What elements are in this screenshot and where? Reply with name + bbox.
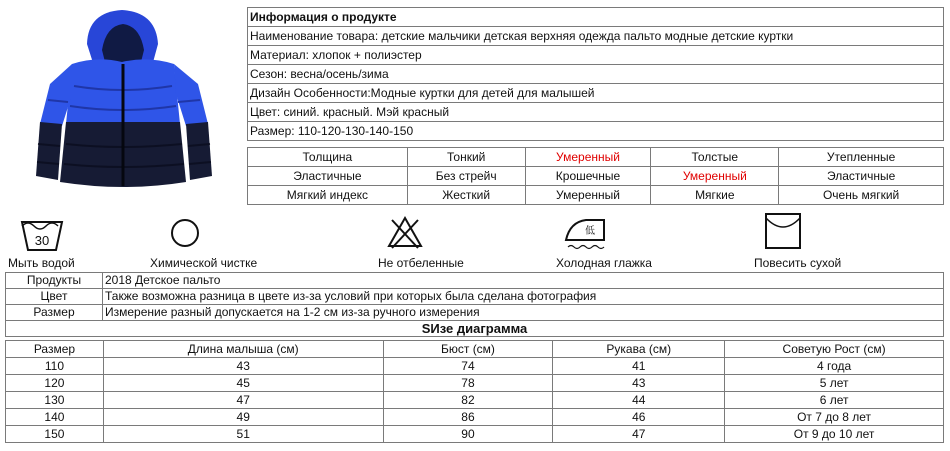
props-cell: Мягкий индекс — [248, 186, 408, 205]
care-label: Мыть водой — [8, 256, 75, 270]
size-chart-title-row — [6, 321, 944, 337]
extra-value: 2018 Детское пальто — [103, 273, 944, 289]
props-cell: Эластичные — [248, 167, 408, 186]
info-row-color: Цвет: синий. красный. Мэй красный — [248, 103, 944, 122]
iron-text: 低 — [585, 226, 595, 237]
size-header: Советую Рост (см) — [725, 341, 944, 358]
size-cell: 49 — [103, 409, 383, 426]
size-chart-title: SИзе диаграмма — [6, 321, 944, 337]
care-label: Не отбеленные — [378, 256, 464, 270]
props-cell: Без стрейч — [407, 167, 525, 186]
props-cell: Эластичные — [779, 167, 944, 186]
product-photo — [2, 4, 247, 208]
props-cell: Мягкие — [651, 186, 779, 205]
size-cell: 43 — [103, 358, 383, 375]
extra-row — [6, 289, 944, 305]
size-chart-table — [5, 340, 944, 443]
extra-key: Размер — [6, 305, 103, 321]
dry-clean-icon — [170, 216, 200, 250]
size-cell: От 7 до 8 лет — [725, 409, 944, 426]
info-heading: Информация о продукте — [248, 8, 944, 27]
size-cell: 5 лет — [725, 375, 944, 392]
size-row — [6, 426, 944, 443]
info-row-size: Размер: 110-120-130-140-150 — [248, 122, 944, 141]
size-cell: 6 лет — [725, 392, 944, 409]
properties-table — [247, 147, 944, 205]
size-cell: 74 — [383, 358, 553, 375]
props-cell: Жесткий — [407, 186, 525, 205]
extra-value: Измерение разный допускается на 1-2 см из-за ручного измерения — [103, 305, 944, 321]
props-cell: Тонкий — [407, 148, 525, 167]
size-cell: 120 — [6, 375, 104, 392]
extra-row — [6, 305, 944, 321]
size-cell: 130 — [6, 392, 104, 409]
props-row-elastic — [248, 167, 944, 186]
no-bleach-icon — [386, 214, 424, 250]
extra-row — [6, 273, 944, 289]
size-cell: 47 — [103, 392, 383, 409]
size-cell: 150 — [6, 426, 104, 443]
size-row — [6, 358, 944, 375]
info-row-season: Сезон: весна/осень/зима — [248, 65, 944, 84]
extra-value: Также возможна разница в цвете из-за условий при которых была сделана фотография — [103, 289, 944, 305]
size-header: Длина малыша (см) — [103, 341, 383, 358]
size-cell: 41 — [553, 358, 725, 375]
size-cell: 46 — [553, 409, 725, 426]
extra-key: Продукты — [6, 273, 103, 289]
props-cell: Утепленные — [779, 148, 944, 167]
props-cell-selected: Умеренный — [651, 167, 779, 186]
size-cell: 110 — [6, 358, 104, 375]
size-header-row — [6, 341, 944, 358]
size-cell: 51 — [103, 426, 383, 443]
care-label: Холодная глажка — [556, 256, 652, 270]
size-cell: 86 — [383, 409, 553, 426]
size-cell: От 9 до 10 лет — [725, 426, 944, 443]
care-iron — [556, 212, 666, 270]
size-header: Рукава (см) — [553, 341, 725, 358]
size-cell: 90 — [383, 426, 553, 443]
size-cell: 82 — [383, 392, 553, 409]
size-cell: 45 — [103, 375, 383, 392]
iron-low-icon — [562, 214, 610, 252]
size-cell: 44 — [553, 392, 725, 409]
size-cell: 78 — [383, 375, 553, 392]
size-header: Размер — [6, 341, 104, 358]
hang-dry-icon — [764, 212, 802, 250]
extra-key: Цвет — [6, 289, 103, 305]
props-row-softness — [248, 186, 944, 205]
care-label: Повесить сухой — [754, 256, 842, 270]
size-cell: 140 — [6, 409, 104, 426]
size-cell: 4 года — [725, 358, 944, 375]
props-cell: Толщина — [248, 148, 408, 167]
size-cell: 47 — [553, 426, 725, 443]
props-cell-selected: Умеренный — [525, 148, 651, 167]
care-hang-dry — [754, 212, 854, 270]
info-row-material: Материал: хлопок + полиэстер — [248, 46, 944, 65]
product-info-table — [247, 7, 944, 141]
wash-temp: 30 — [34, 233, 50, 248]
care-label: Химической чистке — [150, 256, 258, 270]
props-cell: Крошечные — [525, 167, 651, 186]
props-cell: Толстые — [651, 148, 779, 167]
info-row-design: Дизайн Особенности:Модные куртки для детей для малышей — [248, 84, 944, 103]
info-row-name: Наименование товара: детские мальчики детская верхняя одежда пальто модные детские куртки — [248, 27, 944, 46]
extra-info-table — [5, 272, 944, 337]
care-dry-clean — [150, 212, 270, 270]
props-cell: Очень мягкий — [779, 186, 944, 205]
size-cell: 43 — [553, 375, 725, 392]
care-no-bleach — [378, 212, 478, 270]
wash-30-icon — [20, 216, 64, 252]
props-row-thickness — [248, 148, 944, 167]
size-row — [6, 375, 944, 392]
size-row — [6, 392, 944, 409]
size-header: Бюст (см) — [383, 341, 553, 358]
size-row — [6, 409, 944, 426]
props-cell: Умеренный — [525, 186, 651, 205]
care-wash — [8, 212, 88, 270]
